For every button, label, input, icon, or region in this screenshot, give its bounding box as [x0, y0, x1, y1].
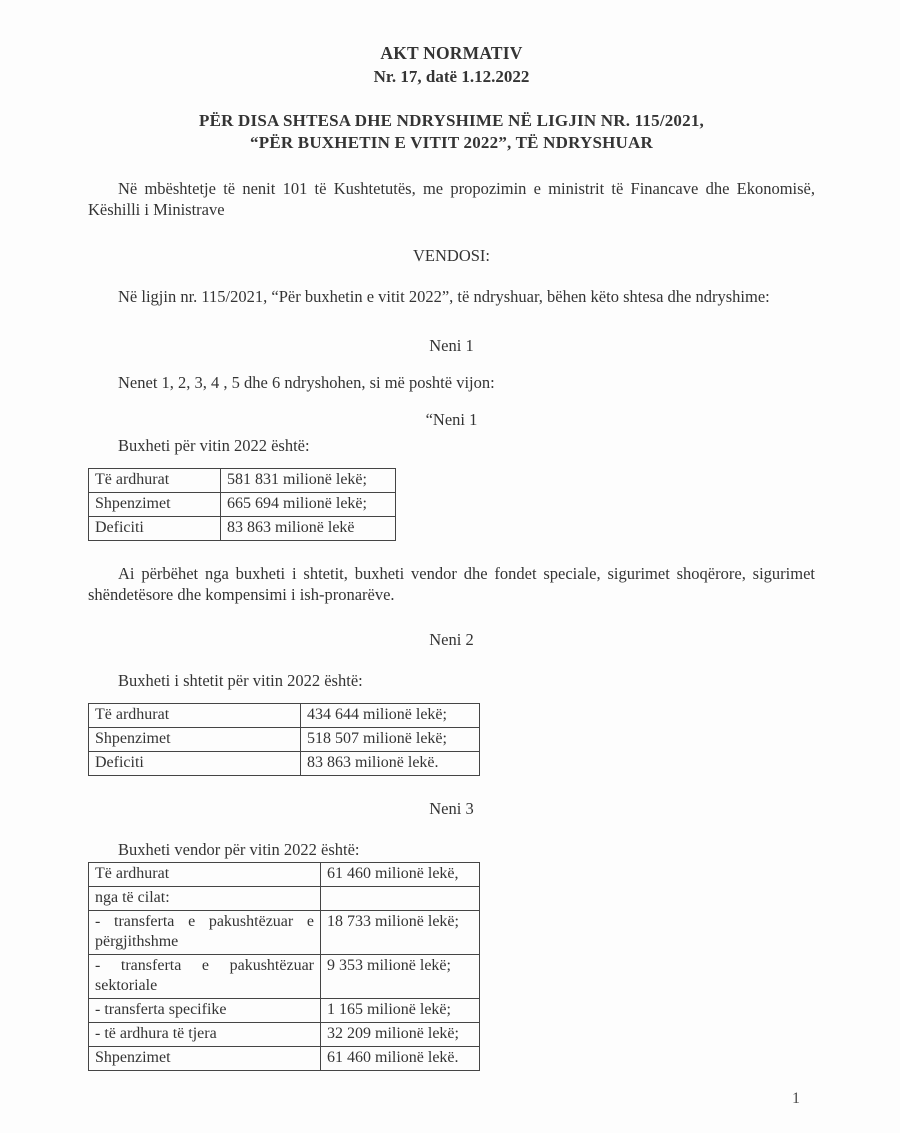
state-budget-table: [88, 703, 480, 776]
table-row: [89, 469, 396, 493]
table-row: [89, 1023, 480, 1047]
row-value: 518 507 milionë lekë;: [301, 728, 480, 752]
budget-2022-table: [88, 468, 396, 541]
row-value: 581 831 milionë lekë;: [221, 469, 396, 493]
row-value: 61 460 milionë lekë.: [321, 1047, 480, 1071]
row-label: Shpenzimet: [89, 1047, 321, 1071]
row-label: Deficiti: [89, 517, 221, 541]
row-value: 32 209 milionë lekë;: [321, 1023, 480, 1047]
row-value: 434 644 milionë lekë;: [301, 704, 480, 728]
table-row: [89, 704, 480, 728]
amendment-intro-paragraph: Në ligjin nr. 115/2021, “Për buxhetin e vitit 2022”, të ndryshuar, bëhen këto shtesa dhe ndryshime:: [118, 287, 770, 306]
table-row: [89, 752, 480, 776]
page-number: 1: [792, 1090, 800, 1107]
decision-word: VENDOSI:: [413, 246, 490, 265]
doc-title: AKT NORMATIV: [380, 43, 523, 63]
row-label: Shpenzimet: [89, 493, 221, 517]
row-value: 1 165 milionë lekë;: [321, 999, 480, 1023]
budget-2022-intro: Buxheti për vitin 2022 është:: [118, 436, 310, 455]
doc-subject: [88, 110, 815, 154]
doc-subject-line1: PËR DISA SHTESA DHE NDRYSHIME NË LIGJIN NR. 115/2021,: [199, 111, 704, 130]
row-label: - transferta specifike: [89, 999, 321, 1023]
row-value: 61 460 milionë lekë,: [321, 863, 480, 887]
doc-subject-line2: “PËR BUXHETIN E VITIT 2022”, TË NDRYSHUAR: [250, 133, 653, 152]
row-value: [321, 887, 480, 911]
row-value: 83 863 milionë lekë: [221, 517, 396, 541]
row-label: Të ardhurat: [89, 469, 221, 493]
local-budget-intro: Buxheti vendor për vitin 2022 është:: [118, 840, 360, 859]
table-row: [89, 728, 480, 752]
table-row: [89, 999, 480, 1023]
article-1-heading: Neni 1: [429, 336, 474, 355]
table-row: [89, 493, 396, 517]
row-label: Deficiti: [89, 752, 301, 776]
article-1-text: Nenet 1, 2, 3, 4 , 5 dhe 6 ndryshohen, si më poshtë vijon:: [118, 373, 495, 392]
preamble-paragraph: Në mbështetje të nenit 101 të Kushtetutës, me propozimin e ministrit të Financave dhe Ekonomisë, Këshilli i Ministrave: [88, 179, 815, 219]
table-row: [89, 955, 480, 999]
table-row: [89, 911, 480, 955]
table-row: [89, 863, 480, 887]
composition-paragraph: Ai përbëhet nga buxheti i shtetit, buxheti vendor dhe fondet speciale, sigurimet shoqërore, sigurimet shëndetësore dhe kompensimi i ish-pronarëve.: [88, 564, 815, 604]
article-3-heading: Neni 3: [429, 799, 474, 818]
table-row: [89, 1047, 480, 1071]
row-label: - transferta e pakushtëzuar e përgjithshme: [89, 911, 321, 955]
row-value: 665 694 milionë lekë;: [221, 493, 396, 517]
row-label: Të ardhurat: [89, 863, 321, 887]
row-value: 83 863 milionë lekë.: [301, 752, 480, 776]
local-budget-table: [88, 862, 480, 1071]
row-value: 18 733 milionë lekë;: [321, 911, 480, 955]
state-budget-intro: Buxheti i shtetit për vitin 2022 është:: [118, 671, 363, 690]
table-row: [89, 517, 396, 541]
row-label: - të ardhura të tjera: [89, 1023, 321, 1047]
row-label: nga të cilat:: [89, 887, 321, 911]
row-label: - transferta e pakushtëzuar sektoriale: [89, 955, 321, 999]
row-value: 9 353 milionë lekë;: [321, 955, 480, 999]
row-label: Shpenzimet: [89, 728, 301, 752]
table-row: [89, 887, 480, 911]
quoted-article-1-heading: “Neni 1: [425, 410, 478, 429]
article-2-heading: Neni 2: [429, 630, 474, 649]
row-label: Të ardhurat: [89, 704, 301, 728]
doc-number: Nr. 17, datë 1.12.2022: [373, 67, 530, 86]
